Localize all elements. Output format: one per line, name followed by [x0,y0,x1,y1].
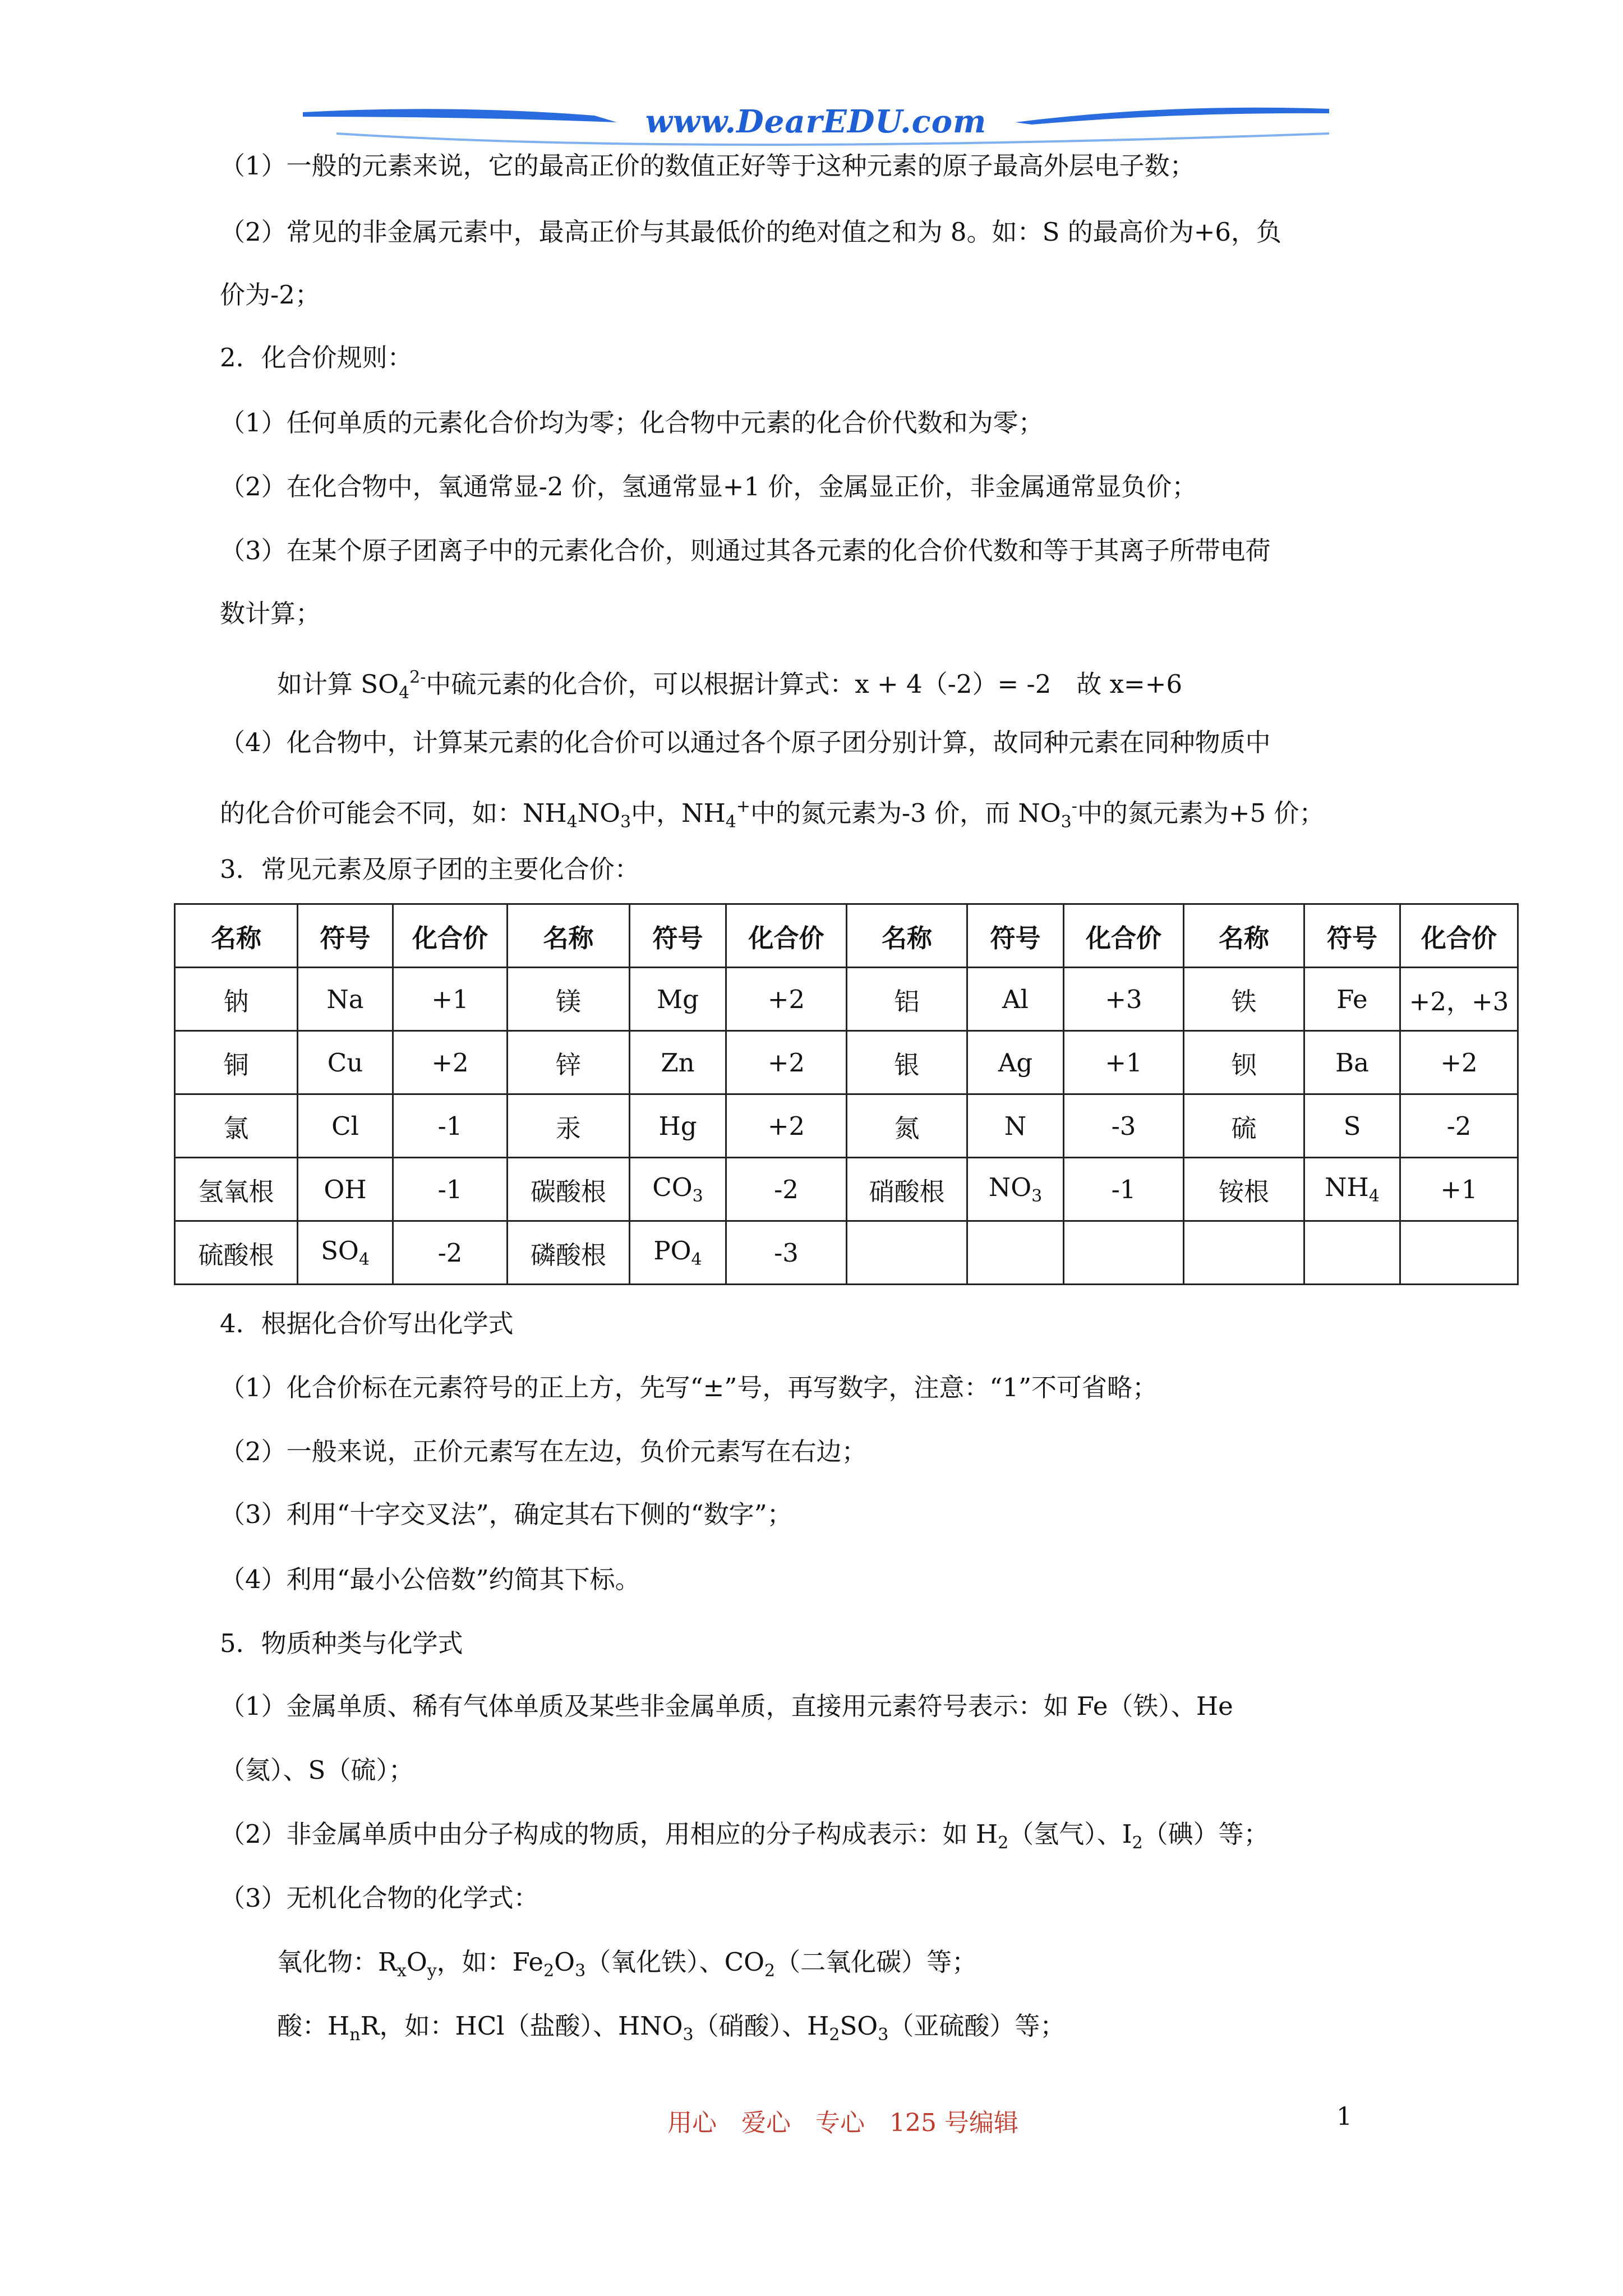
table-header-cell: 符号 [1304,904,1400,968]
write-rule-2: （2）一般来说，正价元素写在左边，负价元素写在右边； [220,1437,867,1466]
table-cell: 氢氧根 [175,1158,298,1221]
table-header-cell: 符号 [298,904,393,968]
table-header-cell: 名称 [175,904,298,968]
table-cell: +2 [726,968,847,1031]
rule-2: （2）在化合物中，氧通常显-2 价，氢通常显+1 价，金属显正价，非金属通常显负价； [220,472,1197,501]
table-cell: 铵根 [1184,1158,1304,1221]
table-header-cell: 名称 [847,904,967,968]
table-row [175,1158,1518,1221]
table-cell: Zn [630,1031,726,1094]
table-cell: Al [967,968,1064,1031]
table-row [175,1221,1518,1285]
table-cell: Hg [630,1094,726,1158]
rule-1: （1）任何单质的元素化合价均为零；化合物中元素的化合价代数和为零； [220,408,1044,438]
table-cell: +1 [1400,1158,1518,1221]
table-cell: +2 [726,1094,847,1158]
table-header-cell: 名称 [1184,904,1304,968]
table-cell: S [1304,1094,1400,1158]
table-cell: +2 [726,1031,847,1094]
table-cell: +3 [1064,968,1184,1031]
table-cell: 银 [847,1031,967,1094]
table-header-cell: 化合价 [1400,904,1518,968]
write-rule-3: （3）利用“十字交叉法”，确定其右下侧的“数字”； [220,1499,792,1529]
paragraph-2a: （2）常见的非金属元素中，最高正价与其最低价的绝对值之和为 8。如：S 的最高价为+6，负 [220,217,1282,247]
table-cell: $NO_3$ [967,1158,1064,1221]
table-cell: -1 [1064,1158,1184,1221]
heading-4: 4．根据化合价写出化学式 [220,1309,514,1338]
table-cell: 铁 [1184,968,1304,1031]
table-cell: +2，+3 [1400,968,1518,1031]
footer-text: 用心 爱心 专心 125 号编辑 [667,2109,1018,2137]
table-header-cell: 名称 [508,904,630,968]
rule-4a: （4）化合物中，计算某元素的化合价可以通过各个原子团分别计算，故同种元素在同种物质中 [220,728,1271,757]
paragraph-2b: 价为-2； [220,280,320,310]
rule-3a: （3）在某个原子团离子中的元素化合价，则通过其各元素的化合价代数和等于其离子所带电荷 [220,536,1271,565]
table-header-cell: 化合价 [1064,904,1184,968]
table-row [175,1031,1518,1094]
table-cell: 硝酸根 [847,1158,967,1221]
formula-rule-1a: （1）金属单质、稀有气体单质及某些非金属单质，直接用元素符号表示：如 Fe（铁）、He [220,1691,1233,1721]
heading-3: 3．常见元素及原子团的主要化合价： [220,854,640,884]
table-cell: 钡 [1184,1031,1304,1094]
formula-rule-1b: （氦）、S（硫）； [220,1755,414,1785]
table-header-row [175,904,1518,968]
table-row [175,1094,1518,1158]
table-cell: $CO_3$ [630,1158,726,1221]
table-cell [1400,1221,1518,1285]
table-cell: Ag [967,1031,1064,1094]
table-cell: +1 [1064,1031,1184,1094]
table-body [175,968,1518,1285]
paragraph-1: （1）一般的元素来说，它的最高正价的数值正好等于这种元素的原子最高外层电子数； [220,151,1195,181]
table-cell [1184,1221,1304,1285]
write-rule-4: （4）利用“最小公倍数”约简其下标。 [220,1565,640,1594]
acid-line: 酸：$H_nR$，如：HCl（盐酸）、$HNO_3$（硝酸）、$H_2SO_3$（亚硫酸）等； [277,2011,1066,2045]
example-calc: 如计算 $SO_4^{2-}$中硫元素的化合价，可以根据计算式：x + 4（-2）= -2 故 x=+6 [277,668,1183,703]
table-header-cell: 符号 [630,904,726,968]
table-header-cell: 化合价 [726,904,847,968]
table-cell: -1 [393,1158,508,1221]
table-row [175,968,1518,1031]
table-cell: Fe [1304,968,1400,1031]
table-cell: $PO_4$ [630,1221,726,1285]
table-cell: Na [298,968,393,1031]
site-logo[interactable]: www.DearEDU.com [645,103,987,140]
table-cell: 铝 [847,968,967,1031]
table-cell: -2 [726,1158,847,1221]
formula-rule-2: （2）非金属单质中由分子构成的物质，用相应的分子构成表示：如 $H_2$（氢气）、$I_2$（碘）等； [220,1819,1269,1853]
table-cell: 氮 [847,1094,967,1158]
formula-rule-3: （3）无机化合物的化学式： [220,1883,539,1913]
table-cell: 硫 [1184,1094,1304,1158]
table-cell: +2 [1400,1031,1518,1094]
valence-table [174,903,1519,1285]
table-cell: -3 [726,1221,847,1285]
page-number: 1 [1336,2102,1352,2131]
rule-4b: 的化合价可能会不同，如：$NH_4NO_3$中，$NH_4^+$中的氮元素为-3 价，而 $NO_3^-$中的氮元素为+5 价； [220,797,1325,832]
table-cell: +2 [393,1031,508,1094]
table-cell: N [967,1094,1064,1158]
table-cell: -2 [393,1221,508,1285]
rule-3b: 数计算； [220,599,321,628]
table-cell: 硫酸根 [175,1221,298,1285]
table-cell [967,1221,1064,1285]
table-cell [847,1221,967,1285]
table-cell: +1 [393,968,508,1031]
table-cell: $SO_4$ [298,1221,393,1285]
table-cell: 钠 [175,968,298,1031]
table-header-cell: 符号 [967,904,1064,968]
oxide-line: 氧化物：$R_xO_y$，如：$Fe_2O_3$（氧化铁）、$CO_2$（二氧化碳）等； [277,1947,978,1981]
table-cell: 镁 [508,968,630,1031]
table-cell: 汞 [508,1094,630,1158]
table-cell: 氯 [175,1094,298,1158]
table-cell [1304,1221,1400,1285]
table-cell: 锌 [508,1031,630,1094]
heading-5: 5．物质种类与化学式 [220,1628,463,1658]
table-cell: 碳酸根 [508,1158,630,1221]
write-rule-1: （1）化合价标在元素符号的正上方，先写“±”号，再写数字，注意：“1”不可省略； [220,1373,1158,1402]
table-cell: Ba [1304,1031,1400,1094]
table-cell [1064,1221,1184,1285]
table-header-cell: 化合价 [393,904,508,968]
table-cell: OH [298,1158,393,1221]
table-cell: Mg [630,968,726,1031]
table-cell: Cl [298,1094,393,1158]
table-cell: 铜 [175,1031,298,1094]
heading-2: 2．化合价规则： [220,343,413,372]
table-cell: Cu [298,1031,393,1094]
table-cell: -3 [1064,1094,1184,1158]
table-cell: -2 [1400,1094,1518,1158]
table-cell: -1 [393,1094,508,1158]
table-cell: 磷酸根 [508,1221,630,1285]
table-cell: $NH_4$ [1304,1158,1400,1221]
